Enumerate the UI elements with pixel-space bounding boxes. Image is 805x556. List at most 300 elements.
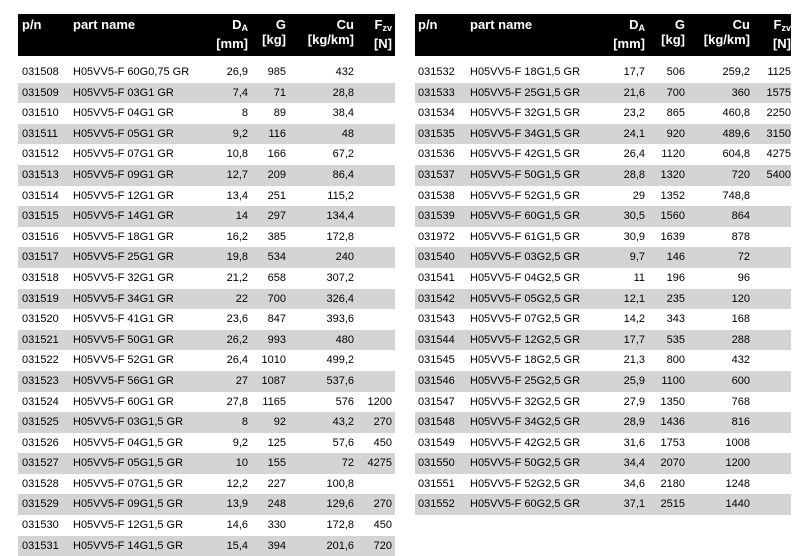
- cell-da: 25,9: [623, 374, 645, 387]
- cell-pn: 031518: [22, 271, 59, 284]
- table-row: [18, 247, 395, 268]
- cell-part-name: H05VV5-F 18G1,5 GR: [470, 66, 581, 78]
- cell-da: 12,7: [226, 168, 248, 181]
- header-fzv: $F_{zv}$ [N]: [772, 17, 791, 51]
- cell-g: 535: [666, 333, 685, 346]
- table-row: [18, 165, 395, 186]
- cell-cu: 100,8: [326, 477, 354, 490]
- cell-g: 865: [666, 107, 685, 120]
- cell-g: 1010: [261, 354, 286, 367]
- cell-part-name: H05VV5-F 07G1 GR: [73, 148, 174, 161]
- table-row: [18, 494, 395, 515]
- cell-part-name: H05VV5-F 07G2,5 GR: [470, 313, 581, 326]
- cell-g: 2515: [660, 498, 685, 511]
- table-row: [415, 392, 791, 413]
- cell-cu: 129,6: [326, 498, 354, 511]
- cell-da: 21,6: [623, 86, 645, 99]
- table-row: [18, 186, 395, 207]
- cell-g: 534: [267, 251, 286, 264]
- cell-pn: 031522: [22, 354, 59, 367]
- cell-da: 24,1: [623, 127, 645, 140]
- cell-pn: 031525: [22, 416, 59, 429]
- cell-part-name: H05VV5-F 52G2,5 GR: [470, 477, 581, 490]
- cell-pn: 031520: [22, 313, 59, 326]
- cell-g: 125: [267, 436, 286, 449]
- cell-g: 297: [267, 210, 286, 223]
- cell-pn: 031531: [22, 539, 59, 552]
- cell-pn: 031546: [418, 374, 455, 387]
- table-row: [18, 453, 395, 474]
- table-row: [18, 392, 395, 413]
- table-row: [18, 330, 395, 351]
- cell-g: 385: [267, 230, 286, 243]
- cell-cu: 816: [731, 416, 750, 429]
- table-row: [18, 103, 395, 124]
- cell-cu: 86,4: [332, 168, 354, 181]
- cell-g: 506: [666, 66, 685, 78]
- cell-pn: 031517: [22, 251, 59, 264]
- table-row: [18, 412, 395, 433]
- cell-da: 13,9: [226, 498, 248, 511]
- table-row: [18, 309, 395, 330]
- cell-g: 847: [267, 313, 286, 326]
- cell-cu: 576: [335, 395, 354, 408]
- cell-g: 251: [267, 189, 286, 202]
- table-row: [415, 433, 791, 454]
- table-row: [18, 433, 395, 454]
- cell-part-name: H05VV5-F 42G1,5 GR: [470, 148, 581, 161]
- header-da: $D_A$ [mm]: [613, 17, 645, 51]
- table-row: [415, 330, 791, 351]
- table-row: [415, 144, 791, 165]
- cell-fzv: 2250: [766, 107, 791, 120]
- cell-cu: 259,2: [722, 66, 750, 78]
- cell-pn: 031514: [22, 189, 59, 202]
- cell-part-name: H05VV5-F 03G1,5 GR: [73, 416, 184, 429]
- cell-da: 21,3: [623, 354, 645, 367]
- cell-da: 17,7: [623, 333, 645, 346]
- cell-cu: 43,2: [332, 416, 354, 429]
- cell-g: 1087: [261, 374, 286, 387]
- cell-g: 1753: [660, 436, 685, 449]
- cell-cu: 480: [335, 333, 354, 346]
- cell-g: 394: [267, 539, 286, 552]
- cell-g: 146: [666, 251, 685, 264]
- cell-da: 12,2: [226, 477, 248, 490]
- cell-g: 1120: [661, 148, 685, 161]
- cell-part-name: H05VV5-F 32G1 GR: [73, 271, 174, 284]
- cell-da: 23,6: [226, 313, 248, 326]
- cell-part-name: H05VV5-F 14G1 GR: [73, 210, 174, 223]
- cell-pn: 031540: [418, 251, 455, 264]
- table-row: [415, 474, 791, 495]
- cell-da: 19,8: [226, 251, 248, 264]
- cell-cu: 48: [341, 127, 354, 140]
- cell-g: 155: [267, 457, 286, 470]
- cell-part-name: H05VV5-F 41G1 GR: [73, 313, 174, 326]
- cell-da: 14,6: [226, 519, 248, 532]
- cell-da: 30,9: [623, 230, 645, 243]
- cell-pn: 031534: [418, 107, 455, 120]
- table-header: [415, 14, 791, 56]
- cell-cu: 360: [731, 86, 750, 99]
- cell-part-name: H05VV5-F 03G1 GR: [73, 86, 174, 99]
- cell-cu: 1008: [725, 436, 750, 449]
- table-row: [415, 206, 791, 227]
- cell-cu: 1248: [725, 477, 750, 490]
- cell-cu: 134,4: [326, 210, 354, 223]
- cell-g: 196: [666, 271, 685, 284]
- cell-pn: 031519: [22, 292, 59, 305]
- cell-g: 800: [666, 354, 685, 367]
- cell-part-name: H05VV5-F 12G1 GR: [73, 189, 174, 202]
- cell-pn: 031510: [22, 107, 59, 120]
- cell-cu: 168: [731, 313, 750, 326]
- cell-part-name: H05VV5-F 09G1,5 GR: [73, 498, 184, 511]
- cell-pn: 031516: [22, 230, 59, 243]
- cell-g: 209: [267, 168, 286, 181]
- cell-pn: 031547: [418, 395, 455, 408]
- cell-pn: 031526: [22, 436, 59, 449]
- cell-g: 1165: [262, 395, 286, 408]
- cell-pn: 031529: [22, 498, 59, 511]
- table-row: [415, 494, 791, 515]
- cell-pn: 031535: [418, 127, 455, 140]
- cell-cu: 172,8: [326, 230, 354, 243]
- cell-da: 26,4: [226, 354, 248, 367]
- cell-g: 985: [267, 66, 286, 78]
- table-row: [18, 83, 395, 104]
- cell-fzv: 3150: [766, 127, 791, 140]
- cell-cu: 600: [731, 374, 750, 387]
- cell-da: 34,4: [623, 457, 645, 470]
- cell-part-name: H05VV5-F 05G2,5 GR: [470, 292, 581, 305]
- cell-da: 37,1: [623, 498, 645, 511]
- cell-fzv: 450: [373, 436, 392, 449]
- cell-part-name: H05VV5-F 32G2,5 GR: [470, 395, 581, 408]
- table-row: [415, 165, 791, 186]
- cell-part-name: H05VV5-F 09G1 GR: [73, 168, 174, 181]
- cell-da: 9,2: [232, 127, 248, 140]
- cell-pn: 031513: [22, 168, 59, 181]
- cell-pn: 031552: [418, 498, 455, 511]
- cell-part-name: H05VV5-F 50G1 GR: [73, 333, 174, 346]
- cell-pn: 031541: [418, 271, 455, 284]
- table-header: [18, 14, 395, 56]
- cell-da: 16,2: [226, 230, 248, 243]
- cell-da: 10,8: [226, 148, 248, 161]
- cell-pn: 031536: [418, 148, 455, 161]
- cell-part-name: H05VV5-F 50G1,5 GR: [470, 168, 581, 181]
- cell-g: 1639: [660, 230, 685, 243]
- cell-g: 343: [666, 313, 685, 326]
- cell-da: 26,9: [226, 66, 248, 78]
- cell-pn: 031511: [22, 127, 58, 140]
- cell-part-name: H05VV5-F 12G2,5 GR: [470, 333, 581, 346]
- cell-part-name: H05VV5-F 25G1,5 GR: [470, 86, 581, 99]
- header-part-name: part name: [470, 17, 533, 32]
- cell-cu: 28,8: [332, 86, 354, 99]
- table-row: [18, 371, 395, 392]
- header-da: $D_A$ [mm]: [216, 17, 248, 51]
- table-row: [415, 124, 791, 145]
- cell-pn: 031528: [22, 477, 59, 490]
- cell-pn: 031542: [418, 292, 455, 305]
- table-row: [18, 144, 395, 165]
- cell-g: 1352: [660, 189, 685, 202]
- table-row: [415, 186, 791, 207]
- cell-da: 9,2: [232, 436, 248, 449]
- cell-g: 227: [267, 477, 286, 490]
- cell-da: 10: [235, 457, 248, 470]
- cell-cu: 72: [737, 251, 750, 264]
- table-row: [415, 309, 791, 330]
- left-parts-table: [18, 14, 395, 556]
- cell-pn: 031538: [418, 189, 455, 202]
- cell-g: 1436: [660, 416, 685, 429]
- cell-da: 26,2: [226, 333, 248, 346]
- cell-cu: 1200: [725, 457, 750, 470]
- cell-pn: 031521: [22, 333, 59, 346]
- cell-cu: 72: [341, 457, 354, 470]
- cell-da: 12,1: [623, 292, 645, 305]
- cell-g: 235: [666, 292, 685, 305]
- cell-pn: 031544: [418, 333, 455, 346]
- cell-g: 700: [267, 292, 286, 305]
- cell-part-name: H05VV5-F 60G1 GR: [73, 395, 174, 408]
- cell-pn: 031548: [418, 416, 455, 429]
- cell-part-name: H05VV5-F 05G1,5 GR: [73, 457, 184, 470]
- cell-fzv: 1125: [767, 66, 791, 78]
- cell-da: 15,4: [226, 539, 248, 552]
- header-fzv: $F_{zv}$ [N]: [373, 17, 392, 51]
- table-row: [415, 62, 791, 83]
- table-row: [18, 350, 395, 371]
- table-row: [18, 227, 395, 248]
- cell-cu: 120: [731, 292, 750, 305]
- table-row: [18, 289, 395, 310]
- cell-part-name: H05VV5-F 25G2,5 GR: [470, 374, 581, 387]
- table-row: [18, 62, 395, 83]
- cell-part-name: H05VV5-F 60G1,5 GR: [470, 210, 581, 223]
- table-row: [18, 474, 395, 495]
- cell-pn: 031508: [22, 66, 59, 78]
- cell-da: 21,2: [226, 271, 248, 284]
- cell-da: 11: [633, 271, 645, 284]
- cell-pn: 031512: [22, 148, 59, 161]
- table-row: [18, 536, 395, 556]
- cell-g: 116: [268, 127, 286, 140]
- cell-g: 700: [666, 86, 685, 99]
- table-row: [415, 227, 791, 248]
- header-cu: Cu [kg/km]: [703, 17, 750, 47]
- table-row: [415, 103, 791, 124]
- cell-g: 2180: [660, 477, 685, 490]
- cell-part-name: H05VV5-F 12G1,5 GR: [73, 519, 184, 532]
- cell-cu: 489,6: [722, 127, 750, 140]
- cell-pn: 031530: [22, 519, 59, 532]
- right-parts-table: [415, 14, 791, 515]
- cell-part-name: H05VV5-F 03G2,5 GR: [470, 251, 581, 264]
- cell-cu: 115,2: [327, 189, 354, 202]
- header-part-name: part name: [73, 17, 136, 32]
- table-row: [415, 371, 791, 392]
- cell-cu: 67,2: [332, 148, 354, 161]
- cell-pn: 031515: [22, 210, 59, 223]
- cell-cu: 604,8: [722, 148, 750, 161]
- cell-g: 658: [267, 271, 286, 284]
- cell-part-name: H05VV5-F 04G1 GR: [73, 107, 174, 120]
- cell-cu: 57,6: [332, 436, 354, 449]
- cell-cu: 307,2: [326, 271, 354, 284]
- cell-fzv: 270: [373, 498, 392, 511]
- cell-pn: 031509: [22, 86, 59, 99]
- cell-part-name: H05VV5-F 25G1 GR: [73, 251, 174, 264]
- header-pn: p/n: [418, 17, 438, 32]
- left-table-body: [18, 62, 395, 556]
- cell-g: 993: [267, 333, 286, 346]
- cell-pn: 031972: [418, 230, 455, 243]
- cell-fzv: 1200: [367, 395, 392, 408]
- table-row: [415, 453, 791, 474]
- cell-g: 330: [267, 519, 286, 532]
- cell-da: 9,7: [629, 251, 645, 264]
- cell-pn: 031533: [418, 86, 455, 99]
- cell-part-name: H05VV5-F 34G1 GR: [73, 292, 174, 305]
- cell-cu: 460,8: [722, 107, 750, 120]
- cell-cu: 864: [731, 210, 750, 223]
- cell-g: 1100: [661, 374, 685, 387]
- table-row: [415, 289, 791, 310]
- cell-part-name: H05VV5-F 60G2,5 GR: [470, 498, 581, 511]
- cell-g: 166: [267, 148, 286, 161]
- cell-da: 17,7: [623, 66, 645, 78]
- cell-cu: 1440: [725, 498, 750, 511]
- cell-part-name: H05VV5-F 50G2,5 GR: [470, 457, 581, 470]
- cell-part-name: H05VV5-F 34G1,5 GR: [470, 127, 581, 140]
- header-g: G [kg]: [661, 17, 685, 47]
- cell-part-name: H05VV5-F 05G1 GR: [73, 127, 174, 140]
- table-row: [415, 412, 791, 433]
- cell-g: 1320: [660, 168, 685, 181]
- cell-cu: 432: [335, 66, 354, 78]
- cell-da: 23,2: [623, 107, 645, 120]
- table-row: [415, 350, 791, 371]
- header-pn: p/n: [22, 17, 42, 32]
- cell-fzv: 270: [373, 416, 392, 429]
- table-row: [18, 206, 395, 227]
- cell-da: 30,5: [623, 210, 645, 223]
- cell-g: 2070: [660, 457, 685, 470]
- cell-g: 89: [273, 107, 286, 120]
- cell-pn: 031524: [22, 395, 59, 408]
- cell-cu: 38,4: [332, 107, 354, 120]
- table-row: [18, 124, 395, 145]
- cell-part-name: H05VV5-F 60G0,75 GR: [73, 66, 190, 78]
- cell-da: 26,4: [623, 148, 645, 161]
- cell-pn: 031545: [418, 354, 455, 367]
- header-cu: Cu [kg/km]: [307, 17, 354, 47]
- cell-g: 248: [267, 498, 286, 511]
- cell-da: 14,2: [623, 313, 645, 326]
- cell-fzv: 450: [373, 519, 392, 532]
- cell-pn: 031537: [418, 168, 455, 181]
- cell-part-name: H05VV5-F 18G2,5 GR: [470, 354, 581, 367]
- cell-pn: 031549: [418, 436, 455, 449]
- cell-g: 71: [273, 86, 286, 99]
- cell-da: 13,4: [226, 189, 248, 202]
- cell-part-name: H05VV5-F 04G1,5 GR: [73, 436, 184, 449]
- cell-fzv: 4275: [766, 148, 791, 161]
- cell-g: 92: [273, 416, 286, 429]
- cell-fzv: 720: [373, 539, 392, 552]
- cell-da: 8: [241, 416, 248, 429]
- cell-fzv: 5400: [766, 168, 791, 181]
- cell-cu: 748,8: [722, 189, 750, 202]
- cell-part-name: H05VV5-F 52G1 GR: [73, 354, 174, 367]
- cell-fzv: 1575: [766, 86, 791, 99]
- cell-pn: 031532: [418, 66, 455, 78]
- cell-part-name: H05VV5-F 04G2,5 GR: [470, 271, 581, 284]
- cell-cu: 878: [731, 230, 750, 243]
- table-row: [18, 268, 395, 289]
- cell-pn: 031523: [22, 374, 59, 387]
- cell-cu: 537,6: [326, 374, 354, 387]
- table-row: [415, 247, 791, 268]
- cell-da: 28,8: [623, 168, 645, 181]
- cell-part-name: H05VV5-F 07G1,5 GR: [73, 477, 184, 490]
- cell-g: 920: [666, 127, 685, 140]
- cell-cu: 172,8: [326, 519, 354, 532]
- cell-cu: 720: [731, 168, 750, 181]
- cell-cu: 499,2: [326, 354, 354, 367]
- cell-da: 22: [235, 292, 248, 305]
- cell-part-name: H05VV5-F 14G1,5 GR: [73, 539, 184, 552]
- cell-cu: 326,4: [326, 292, 354, 305]
- cell-da: 28,9: [623, 416, 645, 429]
- cell-da: 27,8: [226, 395, 248, 408]
- cell-pn: 031551: [418, 477, 455, 490]
- cell-g: 1350: [660, 395, 685, 408]
- cell-cu: 432: [731, 354, 750, 367]
- cell-da: 29: [632, 189, 645, 202]
- cell-cu: 768: [731, 395, 750, 408]
- cell-da: 34,6: [623, 477, 645, 490]
- cell-part-name: H05VV5-F 52G1,5 GR: [470, 189, 581, 202]
- cell-cu: 393,6: [326, 313, 354, 326]
- cell-pn: 031550: [418, 457, 455, 470]
- cell-da: 31,6: [623, 436, 645, 449]
- cell-da: 8: [241, 107, 248, 120]
- cell-pn: 031527: [22, 457, 59, 470]
- cell-part-name: H05VV5-F 34G2,5 GR: [470, 416, 581, 429]
- cell-part-name: H05VV5-F 56G1 GR: [73, 374, 174, 387]
- table-row: [18, 515, 395, 536]
- cell-pn: 031539: [418, 210, 455, 223]
- cell-cu: 288: [731, 333, 750, 346]
- table-row: [415, 268, 791, 289]
- cell-part-name: H05VV5-F 18G1 GR: [73, 230, 174, 243]
- cell-da: 7,4: [232, 86, 248, 99]
- cell-cu: 201,6: [326, 539, 354, 552]
- cell-part-name: H05VV5-F 32G1,5 GR: [470, 107, 581, 120]
- cell-da: 14: [235, 210, 248, 223]
- right-table-body: [415, 62, 791, 515]
- cell-da: 27,9: [623, 395, 645, 408]
- cell-g: 1560: [660, 210, 685, 223]
- cell-cu: 96: [737, 271, 750, 284]
- cell-part-name: H05VV5-F 42G2,5 GR: [470, 436, 581, 449]
